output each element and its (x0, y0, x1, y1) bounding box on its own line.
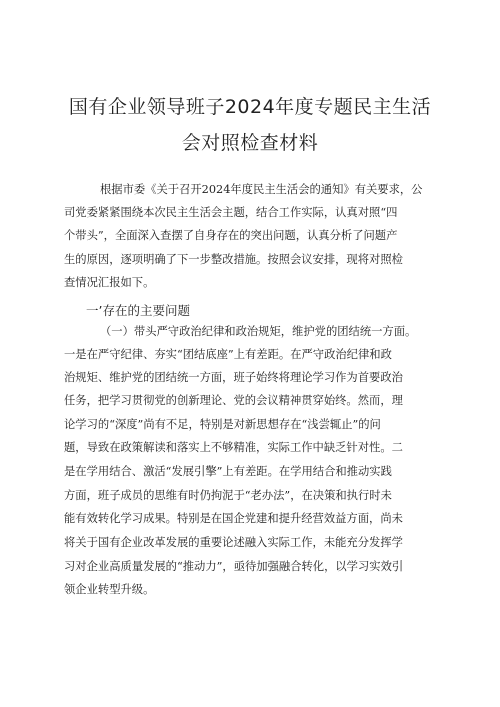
section-line: 领企业转型升级。 (64, 583, 155, 596)
section-line: 将关于国有企业改革发展的重要论述融入实际工作，未能充分发挥学 (64, 536, 403, 549)
document-title-line-1: 国有企业领导班子2024年度专题民主生活 (68, 96, 432, 118)
section-line: 论学习的“深度”尚有不足，特别是对新思想存在“浅尝辄止”的问 (64, 418, 381, 431)
section-line: （一）带头严守政治纪律和政治规矩，维护党的团结统一方面。 (100, 325, 417, 338)
section-line: 习对企业高质量发展的“推动力”，亟待加强融合转化，以学习实效引 (64, 560, 404, 573)
section-line: 一是在严守纪律、夯实“团结底座”上有差距。在严守政治纪律和政 (64, 348, 392, 361)
intro-line: 根据市委《关于召开2024年度民主生活会的通知》有关要求，公 (100, 183, 423, 196)
intro-line: 个带头”，全面深入查摆了自身存在的突出问题，认真分析了问题产 (64, 229, 398, 242)
intro-line: 司党委紧紧围绕本次民主生活会主题，结合工作实际，认真对照“四 (64, 206, 398, 219)
section-line: 能有效转化学习成果。特别是在国企党建和提升经营效益方面，尚未 (64, 512, 403, 525)
section-heading: 一’存在的主要问题 (86, 303, 190, 318)
section-line: 方面，班子成员的思维有时仍拘泥于“老办法”，在决策和执行时未 (64, 489, 392, 502)
intro-line: 查情况汇报如下。 (64, 276, 155, 289)
section-line: 题，导致在政策解读和落实上不够精准，实际工作中缺乏针对性。二 (64, 441, 403, 454)
intro-line: 生的原因，逐项明确了下一步整改措施。按照会议安排，现将对照检 (64, 253, 403, 266)
document-title-line-2: 会对照检查材料 (181, 132, 319, 154)
section-line: 是在学用结合、激活“发展引擎”上有差距。在学用结合和推动实践 (64, 465, 392, 478)
section-line: 任务，把学习贯彻党的创新理论、党的会议精神贯穿始终。然而，理 (64, 394, 403, 407)
section-line: 治规矩、维护党的团结统一方面，班子始终将理论学习作为首要政治 (64, 371, 403, 384)
